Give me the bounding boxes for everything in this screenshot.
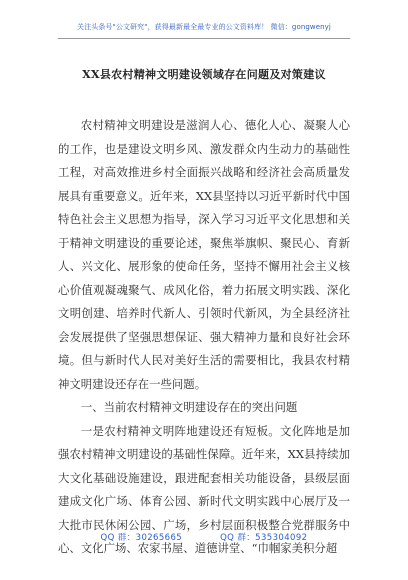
header-divider <box>58 38 350 39</box>
section-heading: 一、当前农村精神文明建设存在的突出问题 <box>80 400 298 414</box>
header-banner: 关注头条号"公文研究"，获得最新最全最专业的公文资料库！ 微信：gongwenyj <box>77 23 331 31</box>
document-title: XX县农村精神文明建设领域存在问题及对策建议 <box>82 68 326 81</box>
footer-qq-group-2: QQ 群：535304092 <box>220 533 308 543</box>
footer-contact <box>0 531 408 543</box>
paragraph-problem-1: 一是农村精神文明阵地建设还有短板。文化阵地是加强农村精神文明建设的基础性保障。近年来，XX县持续加大文化基础设施建设，跟进配套相关功能设备，县级层面建成文化广场、体育公园、新时代文明实践中心展厅及一大批市民休闲公园、广场，乡村层面积极整合党群服务中心、文化广场、农家书屋、道德讲堂、“巾帼家美积分超 <box>58 423 350 555</box>
paragraph-intro: 农村精神文明建设是滋润人心、德化人心、凝聚人心的工作，也是建设文明乡风、激发群众内生动力的基础性工程，对高效推进乡村全面振兴战略和经济社会高质量发展具有重要意义。近年来，XX县坚持以习近平新时代中国特色社会主义思想为指导，深入学习习近平文化思想和关于精神文明建设的重要论述，聚焦举旗帜、聚民心、育新人、兴文化、展形象的使命任务，坚持不懈用社会主义核心价值观凝魂聚气、成风化俗，着力拓展文明实践、深化文明创建、培养时代新人、引领时代新风，为全县经济社会发展提供了坚强思想保证、强大精神力量和良好社会环境。但与新时代人民对美好生活的需要相比，我县农村精神文明建设还存在一些问题。 <box>58 118 350 391</box>
document-body <box>58 114 350 561</box>
footer-qq-group-1: QQ 群：30265665 <box>100 533 183 543</box>
